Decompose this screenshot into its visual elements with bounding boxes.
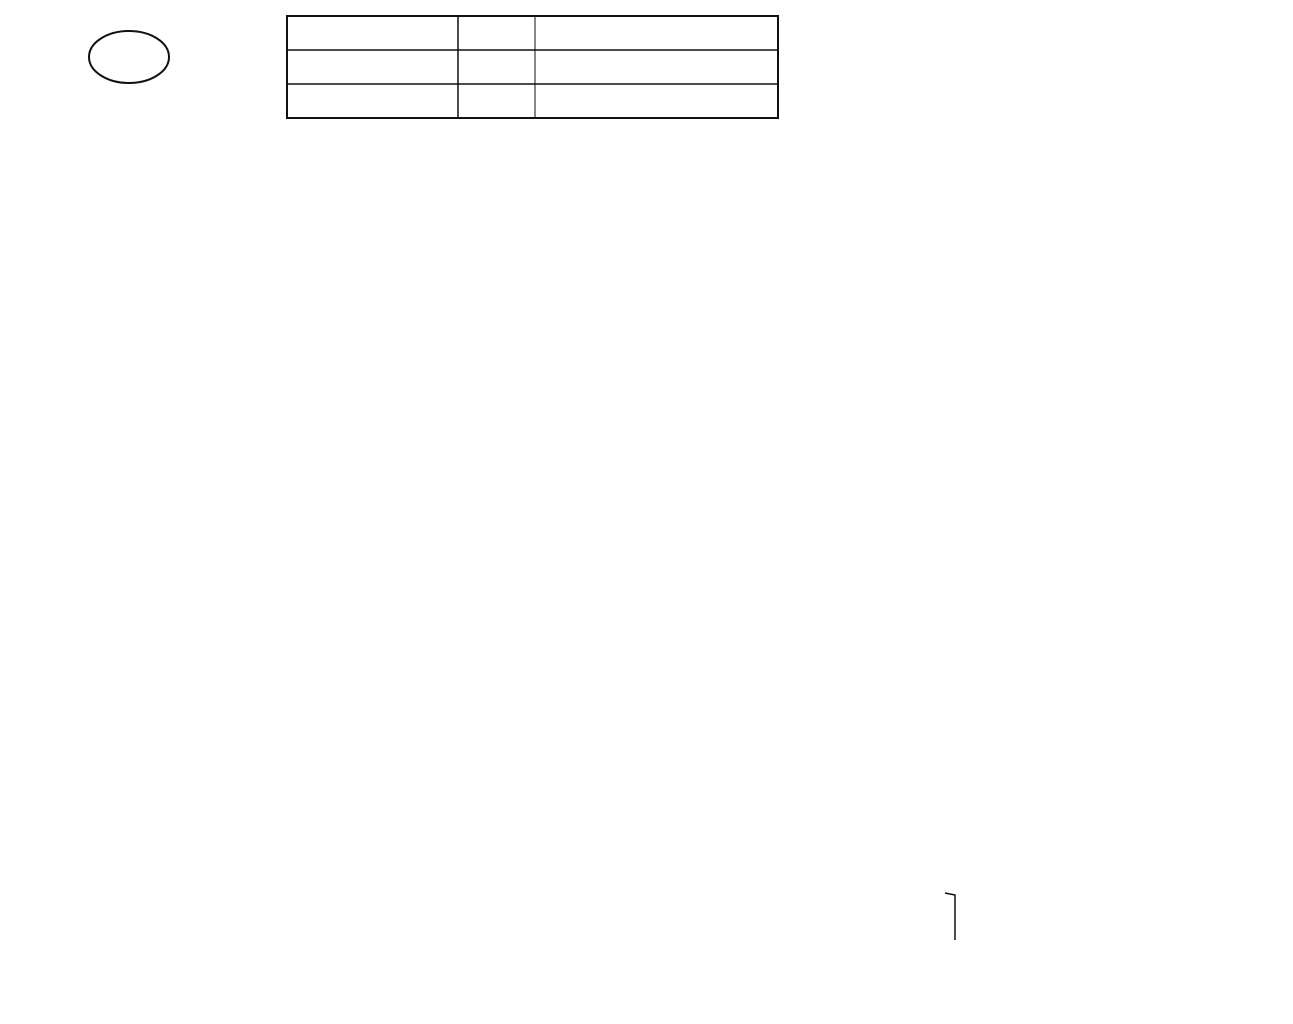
handwritten-note (945, 893, 955, 940)
team-name-badge (89, 31, 169, 83)
game-header (287, 16, 778, 118)
